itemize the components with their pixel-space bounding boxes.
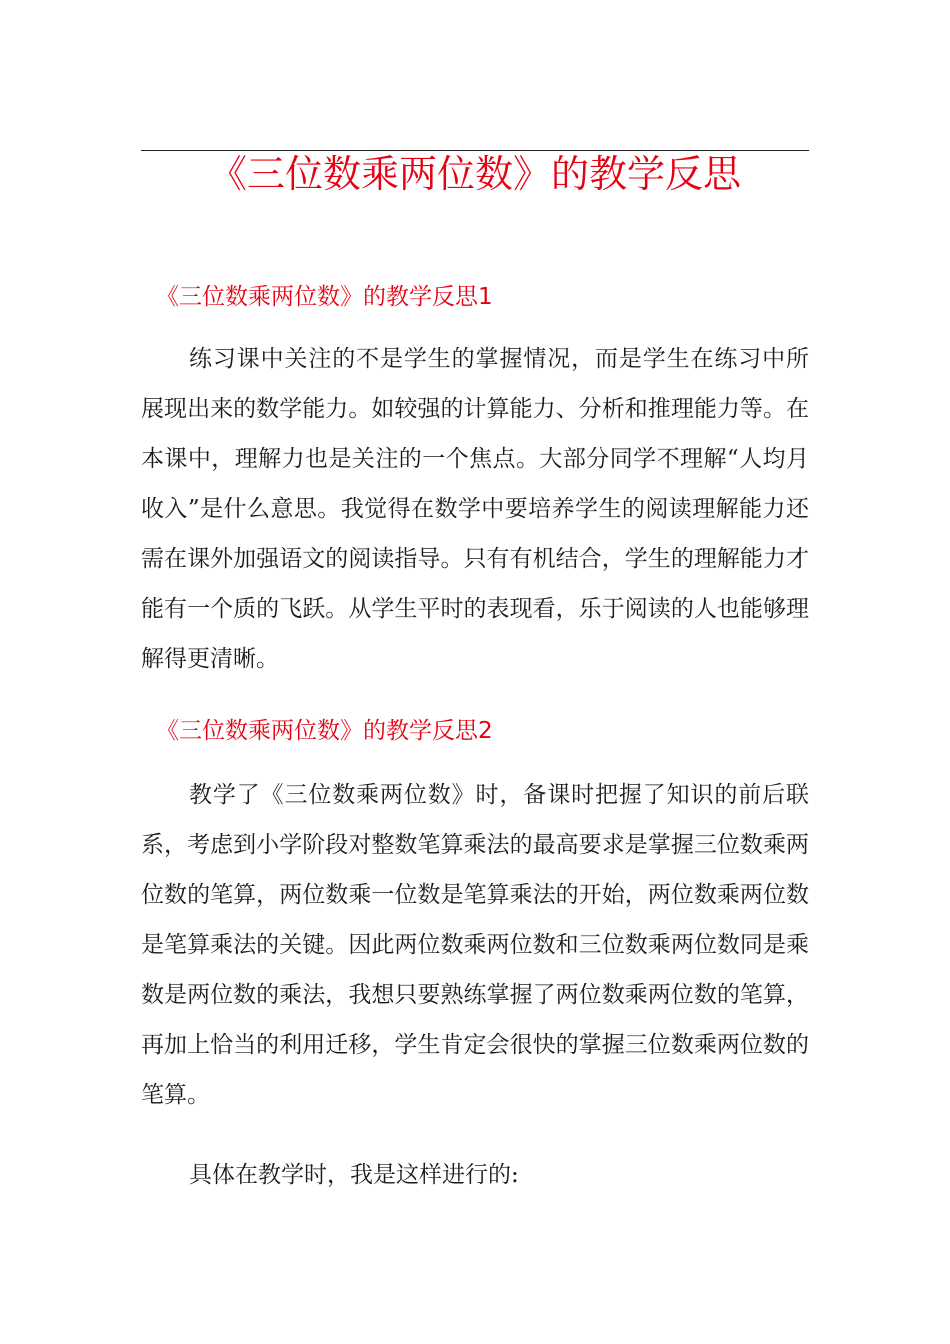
section-2-paragraph-1: 教学了《三位数乘两位数》时，备课时把握了知识的前后联系，考虑到小学阶段对整数笔算乘法的最高要求是掌握三位数乘两位数的笔算，两位数乘一位数是笔算乘法的开始，两位数乘两位数是笔算乘法的关键。因此两位数乘两位数和三位数乘两位数同是乘数是两位数的乘法，我想只要熟练掌握了两位数乘两位数的笔算，再加上恰当的利用迁移，学生肯定会很快的掌握三位数乘两位数的笔算。 [141,782,809,1108]
section-2-paragraph-2: 具体在教学时，我是这样进行的: [189,1162,519,1188]
document-title: 《三位数乘两位数》的教学反思 [208,152,741,196]
section-heading-2: 《三位数乘两位数》的教学反思2 [156,718,493,744]
section-1-paragraph-1: 练习课中关注的不是学生的掌握情况，而是学生在练习中所展现出来的数学能力。如较强的计算能力、分析和推理能力等。在本课中，理解力也是关注的一个焦点。大部分同学不理解“人均月收入”是什么意思。我觉得在数学中要培养学生的阅读理解能力还需在课外加强语文的阅读指导。只有有机结合，学生的理解能力才能有一个质的飞跃。从学生平时的表现看，乐于阅读的人也能够理解得更清晰。 [141,346,809,672]
section-heading-1: 《三位数乘两位数》的教学反思1 [156,284,493,310]
